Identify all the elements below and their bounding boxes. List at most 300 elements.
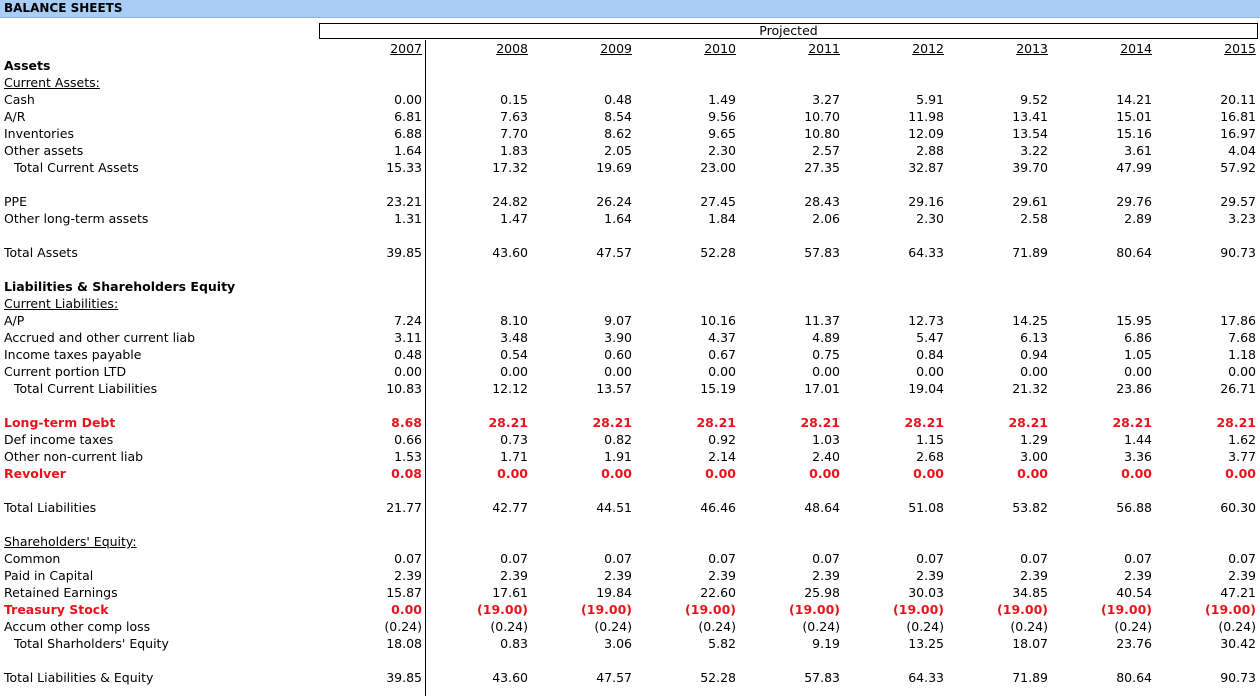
cell-value: 16.81	[1220, 109, 1256, 124]
cell-value: 11.98	[908, 109, 944, 124]
cell-value: 47.57	[596, 670, 632, 685]
cell-value: 0.75	[812, 347, 840, 362]
cell-value: 0.82	[604, 432, 632, 447]
cell-value: 3.22	[1020, 143, 1048, 158]
cell-value: 9.07	[604, 313, 632, 328]
cell-value: 1.29	[1020, 432, 1048, 447]
cell-value: 4.04	[1228, 143, 1256, 158]
cell-value: 60.30	[1220, 500, 1256, 515]
cell-value: 2.30	[708, 143, 736, 158]
cell-value: 0.48	[604, 92, 632, 107]
cell-value: 1.84	[708, 211, 736, 226]
row-label: Other assets	[4, 143, 84, 158]
cell-value: (19.00)	[893, 602, 944, 617]
cell-value: 10.16	[700, 313, 736, 328]
cell-value: 0.00	[601, 466, 632, 481]
cell-value: 8.54	[604, 109, 632, 124]
cell-value: (0.24)	[1010, 619, 1048, 634]
row-label: Accrued and other current liab	[4, 330, 196, 345]
row-label: Cash	[4, 92, 35, 107]
cell-value: 53.82	[1012, 500, 1048, 515]
cell-value: 10.80	[804, 126, 840, 141]
cell-value: 0.00	[391, 602, 422, 617]
cell-value: 2.39	[500, 568, 528, 583]
cell-value: 46.46	[700, 500, 736, 515]
cell-value: 6.81	[394, 109, 422, 124]
cell-value: 28.21	[488, 415, 528, 430]
row-label: Total Current Liabilities	[14, 381, 158, 396]
row-label: Assets	[4, 58, 51, 73]
cell-value: 90.73	[1220, 670, 1256, 685]
row-label: A/P	[4, 313, 25, 328]
cell-value: 28.21	[1112, 415, 1152, 430]
cell-value: 47.57	[596, 245, 632, 260]
cell-value: 57.83	[804, 245, 840, 260]
cell-value: 10.83	[386, 381, 422, 396]
row-label: Paid in Capital	[4, 568, 94, 583]
cell-value: 2.39	[1228, 568, 1256, 583]
cell-value: (19.00)	[477, 602, 528, 617]
cell-value: 19.04	[908, 381, 944, 396]
cell-value: 4.37	[708, 330, 736, 345]
cell-value: 2.89	[1124, 211, 1152, 226]
row-label: Liabilities & Shareholders Equity	[4, 279, 236, 294]
cell-value: 0.07	[1228, 551, 1256, 566]
cell-value: 3.27	[812, 92, 840, 107]
row-label: Revolver	[4, 466, 66, 481]
cell-value: 0.00	[500, 364, 528, 379]
cell-value: 1.03	[812, 432, 840, 447]
cell-value: 1.49	[708, 92, 736, 107]
cell-value: 10.70	[804, 109, 840, 124]
cell-value: 5.47	[916, 330, 944, 345]
cell-value: 0.07	[604, 551, 632, 566]
cell-value: 0.67	[708, 347, 736, 362]
cell-value: 0.00	[1228, 364, 1256, 379]
cell-value: (0.24)	[490, 619, 528, 634]
year-header-2013: 2013	[1016, 41, 1048, 56]
row-label: PPE	[4, 194, 27, 209]
table-row	[0, 244, 1260, 261]
projected-label: Projected	[759, 23, 818, 38]
cell-value: 64.33	[908, 670, 944, 685]
cell-value: 0.00	[705, 466, 736, 481]
cell-value: 15.16	[1116, 126, 1152, 141]
row-label: Income taxes payable	[4, 347, 142, 362]
cell-value: (19.00)	[789, 602, 840, 617]
table-row	[0, 278, 1260, 295]
cell-value: 0.00	[1124, 364, 1152, 379]
year-header-2007: 2007	[390, 41, 422, 56]
cell-value: 2.58	[1020, 211, 1048, 226]
table-row	[0, 448, 1260, 465]
cell-value: 17.01	[804, 381, 840, 396]
cell-value: (0.24)	[906, 619, 944, 634]
cell-value: 1.18	[1228, 347, 1256, 362]
cell-value: 28.43	[804, 194, 840, 209]
row-label: A/R	[4, 109, 26, 124]
blank-row	[0, 227, 1260, 244]
cell-value: 15.01	[1116, 109, 1152, 124]
cell-value: (19.00)	[1205, 602, 1256, 617]
row-label: Current portion LTD	[4, 364, 127, 379]
cell-value: 2.06	[812, 211, 840, 226]
cell-value: 8.68	[391, 415, 422, 430]
cell-value: 2.14	[708, 449, 736, 464]
cell-value: 0.00	[916, 364, 944, 379]
cell-value: 2.88	[916, 143, 944, 158]
row-label: Long-term Debt	[4, 415, 116, 430]
cell-value: 42.77	[492, 500, 528, 515]
cell-value: 29.61	[1012, 194, 1048, 209]
table-row	[0, 295, 1260, 312]
cell-value: 0.54	[500, 347, 528, 362]
table-row	[0, 312, 1260, 329]
cell-value: 1.53	[394, 449, 422, 464]
cell-value: 0.00	[708, 364, 736, 379]
cell-value: 7.63	[500, 109, 528, 124]
cell-value: 15.33	[386, 160, 422, 175]
table-row	[0, 346, 1260, 363]
cell-value: 0.73	[500, 432, 528, 447]
table-row	[0, 363, 1260, 380]
table-row	[0, 57, 1260, 74]
table-row	[0, 618, 1260, 635]
cell-value: 17.61	[492, 585, 528, 600]
cell-value: 28.21	[800, 415, 840, 430]
cell-value: 18.08	[386, 636, 422, 651]
cell-value: 1.05	[1124, 347, 1152, 362]
cell-value: 6.13	[1020, 330, 1048, 345]
cell-value: 0.00	[604, 364, 632, 379]
cell-value: 7.24	[394, 313, 422, 328]
cell-value: (0.24)	[594, 619, 632, 634]
cell-value: 32.87	[908, 160, 944, 175]
cell-value: 30.03	[908, 585, 944, 600]
cell-value: 22.60	[700, 585, 736, 600]
cell-value: 7.68	[1228, 330, 1256, 345]
row-label: Shareholders' Equity:	[4, 534, 137, 549]
blank-row	[0, 482, 1260, 499]
cell-value: 17.86	[1220, 313, 1256, 328]
table-row	[0, 465, 1260, 482]
cell-value: 1.91	[604, 449, 632, 464]
table-row	[0, 499, 1260, 516]
cell-value: 18.07	[1012, 636, 1048, 651]
cell-value: 0.00	[497, 466, 528, 481]
cell-value: 15.87	[386, 585, 422, 600]
cell-value: 17.32	[492, 160, 528, 175]
cell-value: 1.44	[1124, 432, 1152, 447]
cell-value: 1.64	[604, 211, 632, 226]
cell-value: 28.21	[592, 415, 632, 430]
cell-value: 0.00	[1020, 364, 1048, 379]
row-label: Accum other comp loss	[4, 619, 151, 634]
row-label: Total Current Assets	[14, 160, 139, 175]
cell-value: 6.88	[394, 126, 422, 141]
cell-value: 0.00	[394, 92, 422, 107]
cell-value: 52.28	[700, 245, 736, 260]
table-row	[0, 550, 1260, 567]
cell-value: 43.60	[492, 670, 528, 685]
table-row	[0, 193, 1260, 210]
cell-value: (0.24)	[698, 619, 736, 634]
cell-value: 0.08	[391, 466, 422, 481]
cell-value: 12.73	[908, 313, 944, 328]
table-row	[0, 669, 1260, 686]
cell-value: 20.11	[1220, 92, 1256, 107]
year-header-2008: 2008	[496, 41, 528, 56]
row-label: Current Liabilities:	[4, 296, 119, 311]
cell-value: 90.73	[1220, 245, 1256, 260]
table-row	[0, 329, 1260, 346]
cell-value: 57.92	[1220, 160, 1256, 175]
cell-value: 23.00	[700, 160, 736, 175]
row-label: Retained Earnings	[4, 585, 118, 600]
cell-value: (19.00)	[581, 602, 632, 617]
cell-value: 80.64	[1116, 245, 1152, 260]
cell-value: 0.00	[913, 466, 944, 481]
cell-value: 24.82	[492, 194, 528, 209]
table-row	[0, 91, 1260, 108]
cell-value: 2.39	[812, 568, 840, 583]
cell-value: 13.25	[908, 636, 944, 651]
row-label: Def income taxes	[4, 432, 114, 447]
cell-value: 29.76	[1116, 194, 1152, 209]
cell-value: 8.10	[500, 313, 528, 328]
cell-value: 2.39	[1020, 568, 1048, 583]
cell-value: 9.19	[812, 636, 840, 651]
cell-value: 3.48	[500, 330, 528, 345]
cell-value: 39.70	[1012, 160, 1048, 175]
cell-value: 27.35	[804, 160, 840, 175]
blank-row	[0, 261, 1260, 278]
cell-value: 15.95	[1116, 313, 1152, 328]
cell-value: 1.47	[500, 211, 528, 226]
row-label: Common	[4, 551, 61, 566]
cell-value: (0.24)	[1114, 619, 1152, 634]
cell-value: 19.84	[596, 585, 632, 600]
cell-value: (19.00)	[1101, 602, 1152, 617]
cell-value: 1.64	[394, 143, 422, 158]
cell-value: 7.70	[500, 126, 528, 141]
table-row	[0, 159, 1260, 176]
table-row	[0, 431, 1260, 448]
cell-value: 0.92	[708, 432, 736, 447]
cell-value: (19.00)	[685, 602, 736, 617]
cell-value: 0.00	[809, 466, 840, 481]
year-header-2015: 2015	[1224, 41, 1256, 56]
blank-row	[0, 176, 1260, 193]
cell-value: 0.66	[394, 432, 422, 447]
cell-value: 3.61	[1124, 143, 1152, 158]
row-label: Total Sharholders' Equity	[14, 636, 169, 651]
cell-value: 2.39	[1124, 568, 1152, 583]
cell-value: 51.08	[908, 500, 944, 515]
cell-value: 9.65	[708, 126, 736, 141]
cell-value: 19.69	[596, 160, 632, 175]
table-row	[0, 108, 1260, 125]
cell-value: 47.21	[1220, 585, 1256, 600]
year-header-row	[0, 40, 1260, 57]
row-label: Total Liabilities & Equity	[4, 670, 154, 685]
cell-value: 15.19	[700, 381, 736, 396]
cell-value: 0.00	[1225, 466, 1256, 481]
cell-value: 2.68	[916, 449, 944, 464]
cell-value: (19.00)	[997, 602, 1048, 617]
table-row	[0, 601, 1260, 618]
cell-value: 1.15	[916, 432, 944, 447]
year-header-2014: 2014	[1120, 41, 1152, 56]
cell-value: 40.54	[1116, 585, 1152, 600]
cell-value: 5.91	[916, 92, 944, 107]
cell-value: 9.52	[1020, 92, 1048, 107]
table-row	[0, 414, 1260, 431]
cell-value: (0.24)	[802, 619, 840, 634]
cell-value: 12.09	[908, 126, 944, 141]
cell-value: 0.60	[604, 347, 632, 362]
table-row	[0, 210, 1260, 227]
row-label: Treasury Stock	[4, 602, 109, 617]
cell-value: 28.21	[1216, 415, 1256, 430]
table-row	[0, 567, 1260, 584]
cell-value: 29.16	[908, 194, 944, 209]
cell-value: 1.62	[1228, 432, 1256, 447]
cell-value: 0.07	[708, 551, 736, 566]
row-label: Current Assets:	[4, 75, 100, 90]
cell-value: 0.07	[812, 551, 840, 566]
cell-value: 23.86	[1116, 381, 1152, 396]
cell-value: 0.83	[500, 636, 528, 651]
cell-value: 3.90	[604, 330, 632, 345]
cell-value: 25.98	[804, 585, 840, 600]
cell-value: 0.00	[812, 364, 840, 379]
table-row	[0, 635, 1260, 652]
sheet-title-bar	[0, 0, 1260, 18]
cell-value: 0.00	[1017, 466, 1048, 481]
cell-value: 39.85	[386, 245, 422, 260]
cell-value: 48.64	[804, 500, 840, 515]
cell-value: 8.62	[604, 126, 632, 141]
cell-value: 1.71	[500, 449, 528, 464]
cell-value: 0.07	[394, 551, 422, 566]
cell-value: 2.39	[708, 568, 736, 583]
cell-value: 6.86	[1124, 330, 1152, 345]
row-label: Total Assets	[4, 245, 78, 260]
year-header-2009: 2009	[600, 41, 632, 56]
cell-value: 0.07	[916, 551, 944, 566]
cell-value: 21.32	[1012, 381, 1048, 396]
row-label: Other non-current liab	[4, 449, 144, 464]
cell-value: 14.21	[1116, 92, 1152, 107]
cell-value: 3.00	[1020, 449, 1048, 464]
cell-value: 0.84	[916, 347, 944, 362]
cell-value: 0.07	[1124, 551, 1152, 566]
cell-value: 39.85	[386, 670, 422, 685]
cell-value: 2.39	[916, 568, 944, 583]
cell-value: 71.89	[1012, 245, 1048, 260]
cell-value: 23.76	[1116, 636, 1152, 651]
table-row	[0, 125, 1260, 142]
cell-value: 11.37	[804, 313, 840, 328]
cell-value: 13.54	[1012, 126, 1048, 141]
cell-value: 0.15	[500, 92, 528, 107]
cell-value: 3.77	[1228, 449, 1256, 464]
table-row	[0, 533, 1260, 550]
cell-value: 1.83	[500, 143, 528, 158]
cell-value: 30.42	[1220, 636, 1256, 651]
cell-value: 3.06	[604, 636, 632, 651]
cell-value: 52.28	[700, 670, 736, 685]
cell-value: 28.21	[1008, 415, 1048, 430]
cell-value: 0.48	[394, 347, 422, 362]
row-label: Other long-term assets	[4, 211, 149, 226]
cell-value: 27.45	[700, 194, 736, 209]
cell-value: 43.60	[492, 245, 528, 260]
cell-value: 0.07	[500, 551, 528, 566]
cell-value: 80.64	[1116, 670, 1152, 685]
cell-value: 0.07	[1020, 551, 1048, 566]
cell-value: 3.36	[1124, 449, 1152, 464]
cell-value: 29.57	[1220, 194, 1256, 209]
cell-value: (0.24)	[384, 619, 422, 634]
cell-value: 28.21	[696, 415, 736, 430]
cell-value: 14.25	[1012, 313, 1048, 328]
cell-value: (0.24)	[1218, 619, 1256, 634]
cell-value: 44.51	[596, 500, 632, 515]
cell-value: 2.05	[604, 143, 632, 158]
cell-value: 3.11	[394, 330, 422, 345]
cell-value: 12.12	[492, 381, 528, 396]
cell-value: 4.89	[812, 330, 840, 345]
table-row	[0, 74, 1260, 91]
cell-value: 0.00	[1121, 466, 1152, 481]
cell-value: 0.00	[394, 364, 422, 379]
cell-value: 13.41	[1012, 109, 1048, 124]
cell-value: 56.88	[1116, 500, 1152, 515]
cell-value: 28.21	[904, 415, 944, 430]
cell-value: 34.85	[1012, 585, 1048, 600]
cell-value: 23.21	[386, 194, 422, 209]
year-header-2010: 2010	[704, 41, 736, 56]
blank-row	[0, 516, 1260, 533]
cell-value: 16.97	[1220, 126, 1256, 141]
cell-value: 57.83	[804, 670, 840, 685]
table-row	[0, 380, 1260, 397]
cell-value: 3.23	[1228, 211, 1256, 226]
cell-value: 2.40	[812, 449, 840, 464]
cell-value: 26.71	[1220, 381, 1256, 396]
cell-value: 9.56	[708, 109, 736, 124]
cell-value: 2.39	[394, 568, 422, 583]
cell-value: 2.39	[604, 568, 632, 583]
row-label: Inventories	[4, 126, 74, 141]
cell-value: 26.24	[596, 194, 632, 209]
cell-value: 47.99	[1116, 160, 1152, 175]
row-label: Total Liabilities	[4, 500, 97, 515]
sheet-title: BALANCE SHEETS	[4, 1, 123, 15]
cell-value: 1.31	[394, 211, 422, 226]
year-header-2012: 2012	[912, 41, 944, 56]
cell-value: 5.82	[708, 636, 736, 651]
cell-value: 71.89	[1012, 670, 1048, 685]
year-header-2011: 2011	[808, 41, 840, 56]
cell-value: 2.57	[812, 143, 840, 158]
cell-value: 0.94	[1020, 347, 1048, 362]
cell-value: 13.57	[596, 381, 632, 396]
blank-row	[0, 652, 1260, 669]
blank-row	[0, 397, 1260, 414]
